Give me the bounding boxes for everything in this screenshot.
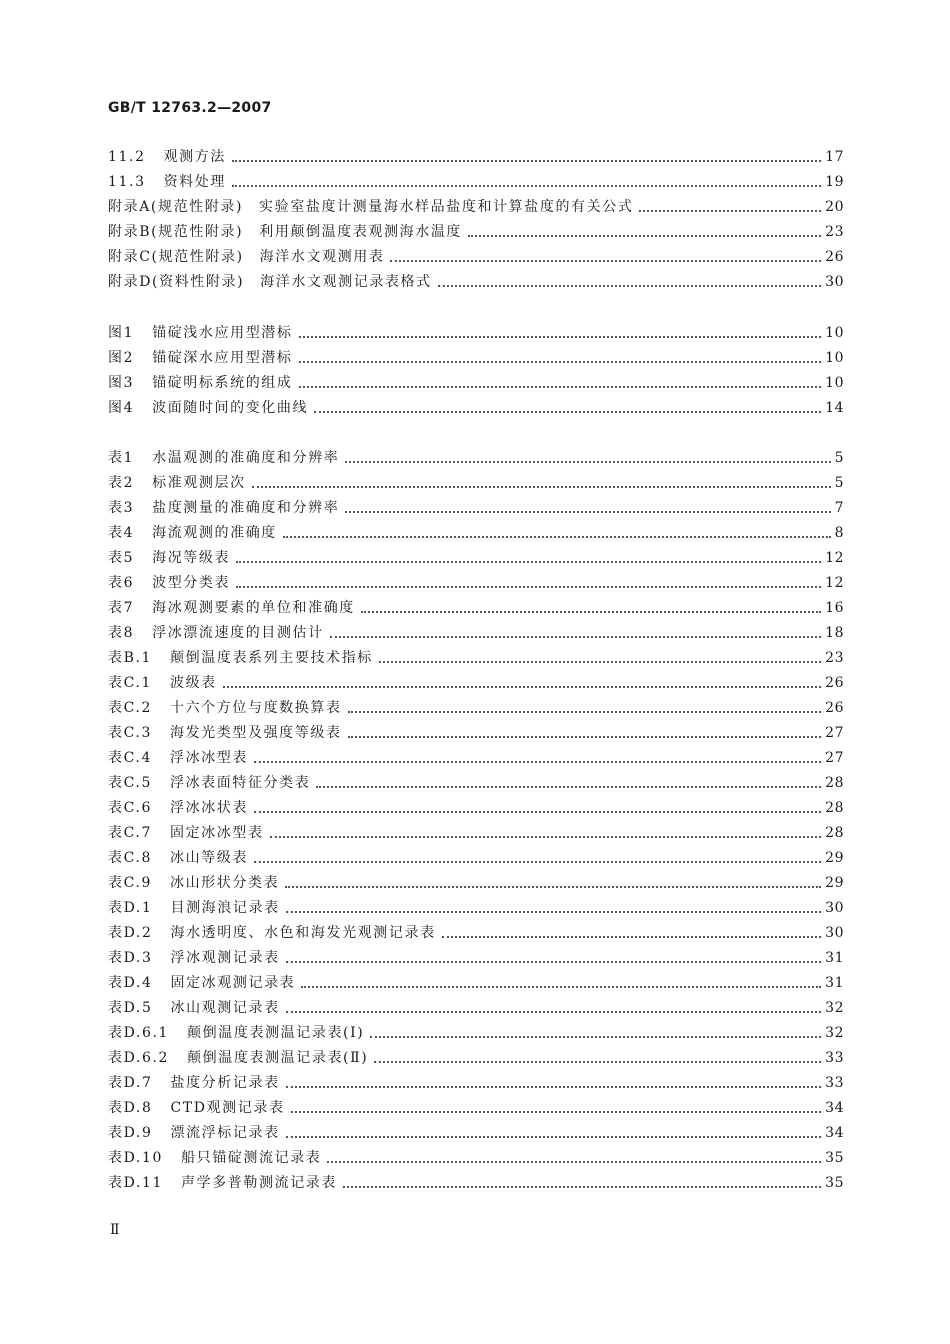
toc-entry-title: 漂流浮标记录表 xyxy=(170,1125,280,1141)
toc-entry-label: 表D.5 xyxy=(108,1000,153,1016)
toc-entry-title: 固定冰观测记录表 xyxy=(170,975,296,991)
toc-entry-label: 图3 xyxy=(108,375,135,391)
toc-entry[interactable] xyxy=(108,367,844,392)
dot-leader xyxy=(285,886,821,888)
toc-entry-label: 表D.10 xyxy=(108,1150,163,1166)
toc-entry-page-number: 26 xyxy=(825,249,844,265)
toc-entry-label: 11.2 xyxy=(108,149,146,165)
toc-entry-page-number: 20 xyxy=(825,199,844,215)
toc-entry[interactable] xyxy=(108,892,844,917)
toc-entry[interactable] xyxy=(108,1142,844,1167)
toc-entry-page-number: 28 xyxy=(825,825,844,841)
toc-entry-label: 表D.6.1 xyxy=(108,1025,170,1041)
toc-entry-label: 表4 xyxy=(108,525,135,541)
toc-entry[interactable] xyxy=(108,592,844,617)
toc-entry-title: 标准观测层次 xyxy=(152,475,246,491)
toc-entry[interactable] xyxy=(108,1167,844,1192)
toc-entry-label: 表8 xyxy=(108,625,135,641)
dot-leader xyxy=(254,861,821,863)
toc-entry[interactable] xyxy=(108,1067,844,1092)
toc-entry-page-number: 23 xyxy=(825,224,844,240)
toc-entry-title: 海况等级表 xyxy=(152,550,231,566)
dot-leader xyxy=(374,1061,821,1063)
toc-entry-title: 波级表 xyxy=(169,675,217,691)
toc-entry-label: 表D.8 xyxy=(108,1100,153,1116)
toc-entry-page-number: 18 xyxy=(825,625,844,641)
toc-entry[interactable] xyxy=(108,492,844,517)
toc-entry-label: 表D.1 xyxy=(108,900,153,916)
toc-entry[interactable] xyxy=(108,1042,844,1067)
dot-leader xyxy=(286,911,821,913)
toc-clauses-annexes xyxy=(108,141,844,291)
toc-entry-label: 表2 xyxy=(108,475,135,491)
toc-entry[interactable] xyxy=(108,917,844,942)
toc-entry-label: 11.3 xyxy=(108,174,146,190)
toc-entry-title: 浮冰冰型表 xyxy=(169,750,248,766)
dot-leader xyxy=(299,386,822,388)
toc-entry-label: 表D.11 xyxy=(108,1175,163,1191)
toc-entry-label: 表7 xyxy=(108,600,135,616)
dot-leader xyxy=(254,811,821,813)
dot-leader xyxy=(348,736,822,738)
toc-entry-title: 目测海浪记录表 xyxy=(170,900,280,916)
toc-entry[interactable] xyxy=(108,667,844,692)
toc-entry-label: 表D.4 xyxy=(108,975,153,991)
toc-entry-page-number: 35 xyxy=(825,1175,844,1191)
toc-entry-title: 资料处理 xyxy=(163,174,226,190)
toc-entry[interactable] xyxy=(108,542,844,567)
toc-entry-title: 利用颠倒温度表观测海水温度 xyxy=(259,224,463,240)
toc-entry-page-number: 17 xyxy=(825,149,844,165)
page-number: Ⅱ xyxy=(110,1222,120,1238)
toc-figures xyxy=(108,317,844,417)
toc-entry-page-number: 5 xyxy=(834,450,844,466)
toc-entry-title: 锚碇明标系统的组成 xyxy=(152,375,293,391)
toc-entry-page-number: 34 xyxy=(825,1125,844,1141)
toc-entry-label: 表6 xyxy=(108,575,135,591)
toc-entry-label: 表1 xyxy=(108,450,135,466)
toc-entry-page-number: 5 xyxy=(834,475,844,491)
dot-leader xyxy=(343,1186,821,1188)
toc-entry-title: 海洋水文观测用表 xyxy=(259,249,385,265)
toc-entry[interactable] xyxy=(108,817,844,842)
dot-leader xyxy=(345,511,830,513)
dot-leader xyxy=(286,1086,821,1088)
dot-leader xyxy=(286,1011,821,1013)
toc-entry-title: 冰山观测记录表 xyxy=(170,1000,280,1016)
toc-entry-label: 表D.3 xyxy=(108,950,153,966)
toc-entry[interactable] xyxy=(108,692,844,717)
toc-entry-page-number: 30 xyxy=(825,925,844,941)
dot-leader xyxy=(270,836,822,838)
toc-entry-label: 表C.7 xyxy=(108,825,152,841)
toc-entry[interactable] xyxy=(108,792,844,817)
toc-entry-label: 图1 xyxy=(108,325,135,341)
toc-entry-title: 实验室盐度计测量海水样品盐度和计算盐度的有关公式 xyxy=(259,199,634,215)
toc-entry[interactable] xyxy=(108,867,844,892)
toc-entry-page-number: 10 xyxy=(825,375,844,391)
toc-entry[interactable] xyxy=(108,842,844,867)
toc-entry[interactable] xyxy=(108,191,844,216)
toc-entry-label: 表C.8 xyxy=(108,850,152,866)
toc-entry-page-number: 33 xyxy=(825,1050,844,1066)
toc-entry-title: 锚碇深水应用型潜标 xyxy=(152,350,293,366)
toc-entry-label: 图2 xyxy=(108,350,135,366)
toc-entry-page-number: 12 xyxy=(825,550,844,566)
toc-entry-title: 浮冰观测记录表 xyxy=(170,950,280,966)
toc-entry-page-number: 30 xyxy=(825,274,844,290)
toc-entry-title: 颠倒温度表测温记录表(Ⅱ) xyxy=(187,1050,369,1066)
toc-entry-title: 锚碇浅水应用型潜标 xyxy=(152,325,293,341)
toc-entry-label: 表C.2 xyxy=(108,700,152,716)
toc-entry-title: 盐度分析记录表 xyxy=(170,1075,280,1091)
toc-entry-label: 图4 xyxy=(108,400,135,416)
toc-entry-title: 海发光类型及强度等级表 xyxy=(169,725,342,741)
toc-entry-page-number: 14 xyxy=(825,400,844,416)
dot-leader xyxy=(301,986,821,988)
toc-entry-page-number: 33 xyxy=(825,1075,844,1091)
toc-entry[interactable] xyxy=(108,342,844,367)
toc-entry-label: 附录D(资料性附录) xyxy=(108,274,245,290)
toc-entry-title: 波面随时间的变化曲线 xyxy=(152,400,309,416)
dot-leader xyxy=(232,185,821,187)
toc-entry-title: 声学多普勒测流记录表 xyxy=(181,1175,337,1191)
toc-entry-title: 冰山形状分类表 xyxy=(169,875,280,891)
dot-leader xyxy=(299,336,822,338)
toc-entry-title: 波型分类表 xyxy=(152,575,231,591)
toc-entry-page-number: 29 xyxy=(825,850,844,866)
toc-entry-page-number: 29 xyxy=(825,875,844,891)
toc-entry-title: 十六个方位与度数换算表 xyxy=(169,700,342,716)
toc-entry-title: 浮冰表面特征分类表 xyxy=(169,775,311,791)
toc-entry-label: 表3 xyxy=(108,500,135,516)
toc-entry[interactable] xyxy=(108,317,844,342)
toc-entry-title: 冰山等级表 xyxy=(169,850,248,866)
toc-entry[interactable] xyxy=(108,216,844,241)
toc-entry-label: 附录C(规范性附录) xyxy=(108,249,244,265)
dot-leader xyxy=(327,1161,821,1163)
toc-entry-title: 盐度测量的准确度和分辨率 xyxy=(152,500,340,516)
dot-leader xyxy=(348,711,822,713)
toc-entry[interactable] xyxy=(108,1092,844,1117)
dot-leader xyxy=(639,210,821,212)
toc-entry[interactable] xyxy=(108,717,844,742)
toc-entry-label: 表C.5 xyxy=(108,775,152,791)
toc-entry-title: 船只锚碇测流记录表 xyxy=(181,1150,322,1166)
standard-code-header: GB/T 12763.2—2007 xyxy=(108,100,272,116)
toc-entry-page-number: 8 xyxy=(834,525,844,541)
toc-entry[interactable] xyxy=(108,992,844,1017)
toc-entry[interactable] xyxy=(108,767,844,792)
toc-entry[interactable] xyxy=(108,642,844,667)
toc-entry-page-number: 23 xyxy=(825,650,844,666)
dot-leader xyxy=(468,235,821,237)
dot-leader xyxy=(286,1136,821,1138)
toc-entry-title: 海洋水文观测记录表格式 xyxy=(260,274,432,290)
toc-entry-label: 表D.7 xyxy=(108,1075,153,1091)
toc-entry-label: 表C.3 xyxy=(108,725,152,741)
dot-leader xyxy=(254,761,821,763)
toc-entry-title: 水温观测的准确度和分辨率 xyxy=(152,450,340,466)
toc-entry-page-number: 12 xyxy=(825,575,844,591)
toc-entry-page-number: 26 xyxy=(825,700,844,716)
toc-entry[interactable] xyxy=(108,1017,844,1042)
toc-entry-page-number: 31 xyxy=(825,975,844,991)
toc-entry-label: 表C.4 xyxy=(108,750,152,766)
toc-entry-page-number: 31 xyxy=(825,950,844,966)
toc-entry-page-number: 32 xyxy=(825,1000,844,1016)
toc-entry-label: 附录B(规范性附录) xyxy=(108,224,244,240)
dot-leader xyxy=(330,636,821,638)
toc-entry-page-number: 27 xyxy=(825,725,844,741)
toc-entry[interactable] xyxy=(108,967,844,992)
toc-entry[interactable] xyxy=(108,241,844,266)
toc-entry-label: 表5 xyxy=(108,550,135,566)
toc-entry-page-number: 10 xyxy=(825,325,844,341)
toc-entry[interactable] xyxy=(108,1117,844,1142)
toc-entry-label: 表D.6.2 xyxy=(108,1050,170,1066)
toc-entry-page-number: 16 xyxy=(825,600,844,616)
toc-entry-title: 海流观测的准确度 xyxy=(152,525,277,541)
dot-leader xyxy=(283,536,831,538)
dot-leader xyxy=(232,160,821,162)
dot-leader xyxy=(370,1036,821,1038)
dot-leader xyxy=(286,961,821,963)
toc-entry-title: 浮冰冰状表 xyxy=(169,800,248,816)
toc-entry-page-number: 28 xyxy=(825,800,844,816)
toc-entry-page-number: 27 xyxy=(825,750,844,766)
toc-entry-page-number: 35 xyxy=(825,1150,844,1166)
toc-entry[interactable] xyxy=(108,442,844,467)
toc-entry[interactable] xyxy=(108,392,844,417)
toc-entry[interactable] xyxy=(108,742,844,767)
toc-entry-title: 海水透明度、水色和海发光观测记录表 xyxy=(170,925,436,941)
dot-leader xyxy=(236,561,821,563)
toc-entry-title: 颠倒温度表系列主要技术指标 xyxy=(170,650,373,666)
dot-leader xyxy=(291,1111,822,1113)
toc-entry[interactable] xyxy=(108,567,844,592)
toc-entry[interactable] xyxy=(108,942,844,967)
toc-entry-page-number: 10 xyxy=(825,350,844,366)
dot-leader xyxy=(299,361,822,363)
toc-entry-page-number: 19 xyxy=(825,174,844,190)
toc-entry-page-number: 30 xyxy=(825,900,844,916)
toc-entry[interactable] xyxy=(108,141,844,166)
dot-leader xyxy=(236,586,821,588)
dot-leader xyxy=(379,661,821,663)
dot-leader xyxy=(390,260,821,262)
toc-entry-label: 表D.9 xyxy=(108,1125,153,1141)
toc-entry-label: 表D.2 xyxy=(108,925,153,941)
toc-tables xyxy=(108,442,844,1192)
toc-entry-label: 表B.1 xyxy=(108,650,153,666)
toc-entry-title: 浮冰漂流速度的目测估计 xyxy=(152,625,324,641)
dot-leader xyxy=(442,936,821,938)
toc-entry[interactable] xyxy=(108,517,844,542)
toc-entry-title: 颠倒温度表测温记录表(Ⅰ) xyxy=(187,1025,365,1041)
dot-leader xyxy=(252,486,831,488)
dot-leader xyxy=(438,285,821,287)
toc-entry-label: 附录A(规范性附录) xyxy=(108,199,244,215)
toc-entry[interactable] xyxy=(108,467,844,492)
dot-leader xyxy=(345,461,830,463)
toc-entry-title: CTD观测记录表 xyxy=(170,1100,285,1116)
toc-entry[interactable] xyxy=(108,166,844,191)
toc-entry-page-number: 26 xyxy=(825,675,844,691)
toc-entry-label: 表C.6 xyxy=(108,800,152,816)
dot-leader xyxy=(223,686,821,688)
toc-entry-title: 观测方法 xyxy=(163,149,226,165)
toc-entry-label: 表C.9 xyxy=(108,875,152,891)
toc-entry[interactable] xyxy=(108,266,844,291)
toc-entry-page-number: 28 xyxy=(825,775,844,791)
dot-leader xyxy=(314,411,821,413)
toc-entry[interactable] xyxy=(108,617,844,642)
toc-entry-page-number: 7 xyxy=(834,500,844,516)
dot-leader xyxy=(316,786,821,788)
toc-entry-title: 固定冰冰型表 xyxy=(169,825,264,841)
dot-leader xyxy=(361,611,821,613)
toc-entry-page-number: 32 xyxy=(825,1025,844,1041)
toc-entry-page-number: 34 xyxy=(825,1100,844,1116)
toc-entry-title: 海冰观测要素的单位和准确度 xyxy=(152,600,355,616)
toc-entry-label: 表C.1 xyxy=(108,675,152,691)
